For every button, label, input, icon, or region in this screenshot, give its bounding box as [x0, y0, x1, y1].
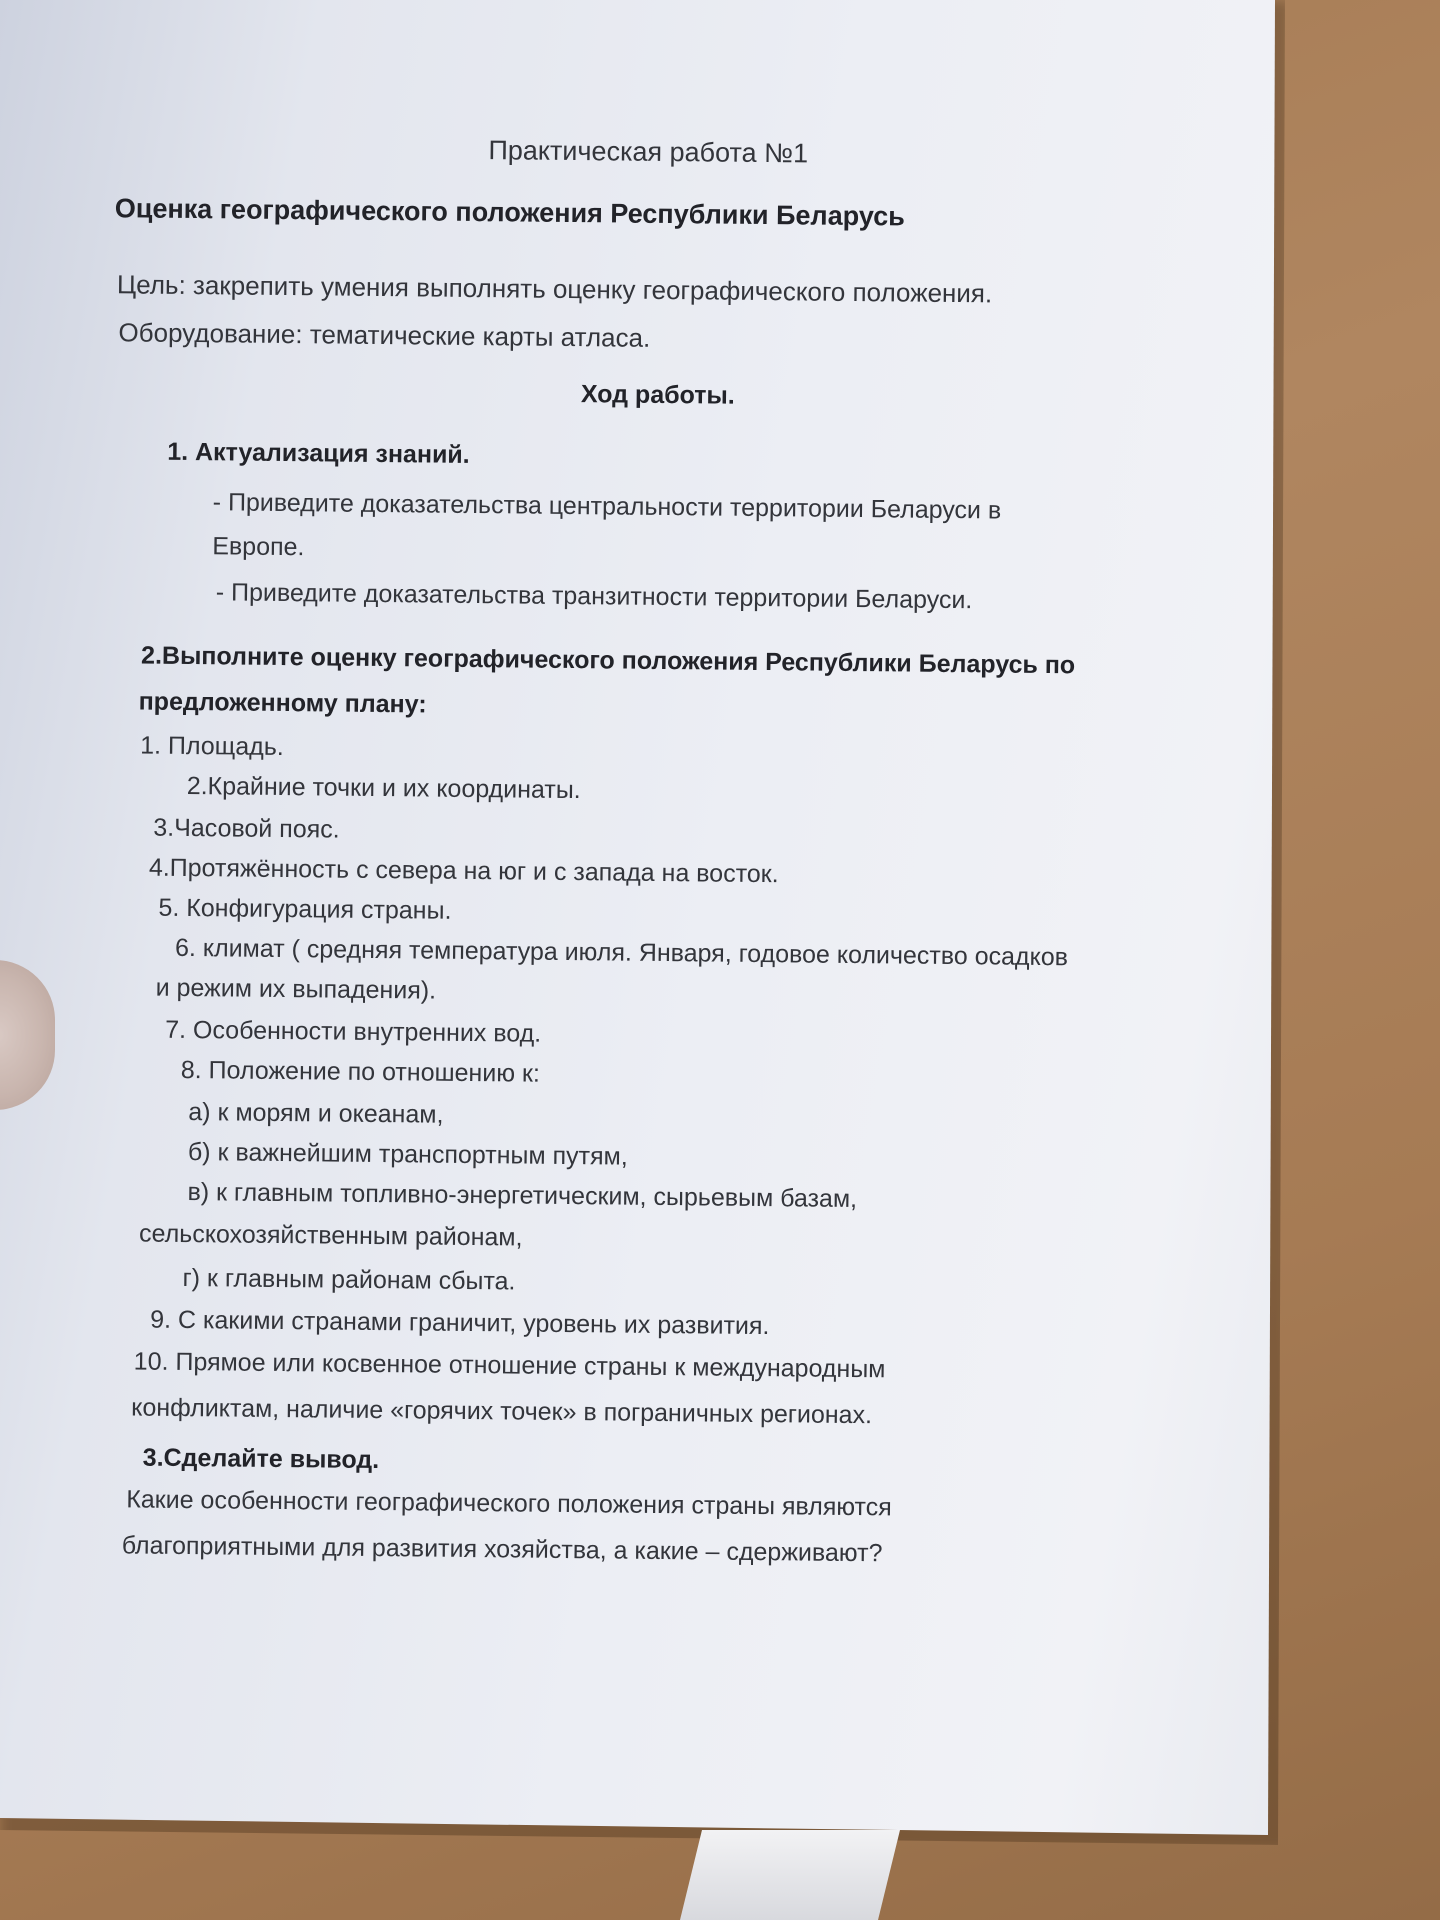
- section1-item2: - Приведите доказательства транзитности территории Беларуси.: [215, 578, 973, 615]
- plan-item: б) к важнейшим транспортным путям,: [187, 1138, 628, 1171]
- plan-item: 1. Площадь.: [140, 731, 284, 762]
- section3-question-line1: Какие особенности географического положения страны являются: [126, 1485, 892, 1522]
- document-subtitle: Оценка географического положения Республики Беларусь: [114, 193, 905, 232]
- plan-item: г) к главным районам сбыта.: [182, 1263, 516, 1296]
- plan-item: 9. С какими странами граничит, уровень их развития.: [150, 1305, 770, 1341]
- plan-item: 10. Прямое или косвенное отношение страны к международным: [133, 1347, 886, 1384]
- plan-item: в) к главным топливно-энергетическим, сырьевым базам,: [187, 1178, 858, 1214]
- section1-item1-line1: - Приведите доказательства центральности территории Беларуси в: [212, 488, 1002, 525]
- section3-question-line2: благоприятными для развития хозяйства, а какие – сдерживают?: [121, 1531, 883, 1568]
- object-under-paper: [680, 1830, 900, 1920]
- plan-item: 6. климат ( средняя температура июля. Января, годовое количество осадков: [174, 933, 1069, 972]
- plan-item: 2.Крайние точки и их координаты.: [186, 771, 581, 805]
- plan-item: а) к морям и океанам,: [188, 1098, 444, 1129]
- procedure-heading: Ход работы.: [580, 380, 735, 410]
- section3-heading: 3.Сделайте вывод.: [142, 1443, 380, 1475]
- plan-item: и режим их выпадения).: [155, 973, 437, 1005]
- equipment-text: Оборудование: тематические карты атласа.: [118, 317, 651, 353]
- document-title: Практическая работа №1: [488, 135, 809, 169]
- section1-item1-line2: Европе.: [212, 532, 305, 562]
- plan-item: 8. Положение по отношению к:: [180, 1055, 541, 1088]
- plan-item: 3.Часовой пояс.: [153, 813, 340, 844]
- plan-item: 7. Особенности внутренних вод.: [165, 1015, 542, 1048]
- section2-heading-line2: предложенному плану:: [138, 687, 427, 719]
- plan-item: конфликтам, наличие «горячих точек» в пограничных регионах.: [131, 1393, 873, 1430]
- plan-item: 5. Конфигурация страны.: [158, 893, 452, 925]
- section2-heading-line1: 2.Выполните оценку географического положения Республики Беларусь по: [140, 641, 1076, 680]
- section1-heading: 1. Актуализация знаний.: [167, 437, 470, 469]
- plan-item: 4.Протяжённость с севера на юг и с запада на восток.: [148, 853, 779, 889]
- plan-item: сельскохозяйственным районам,: [138, 1219, 523, 1252]
- goal-text: Цель: закрепить умения выполнять оценку географического положения.: [116, 269, 993, 309]
